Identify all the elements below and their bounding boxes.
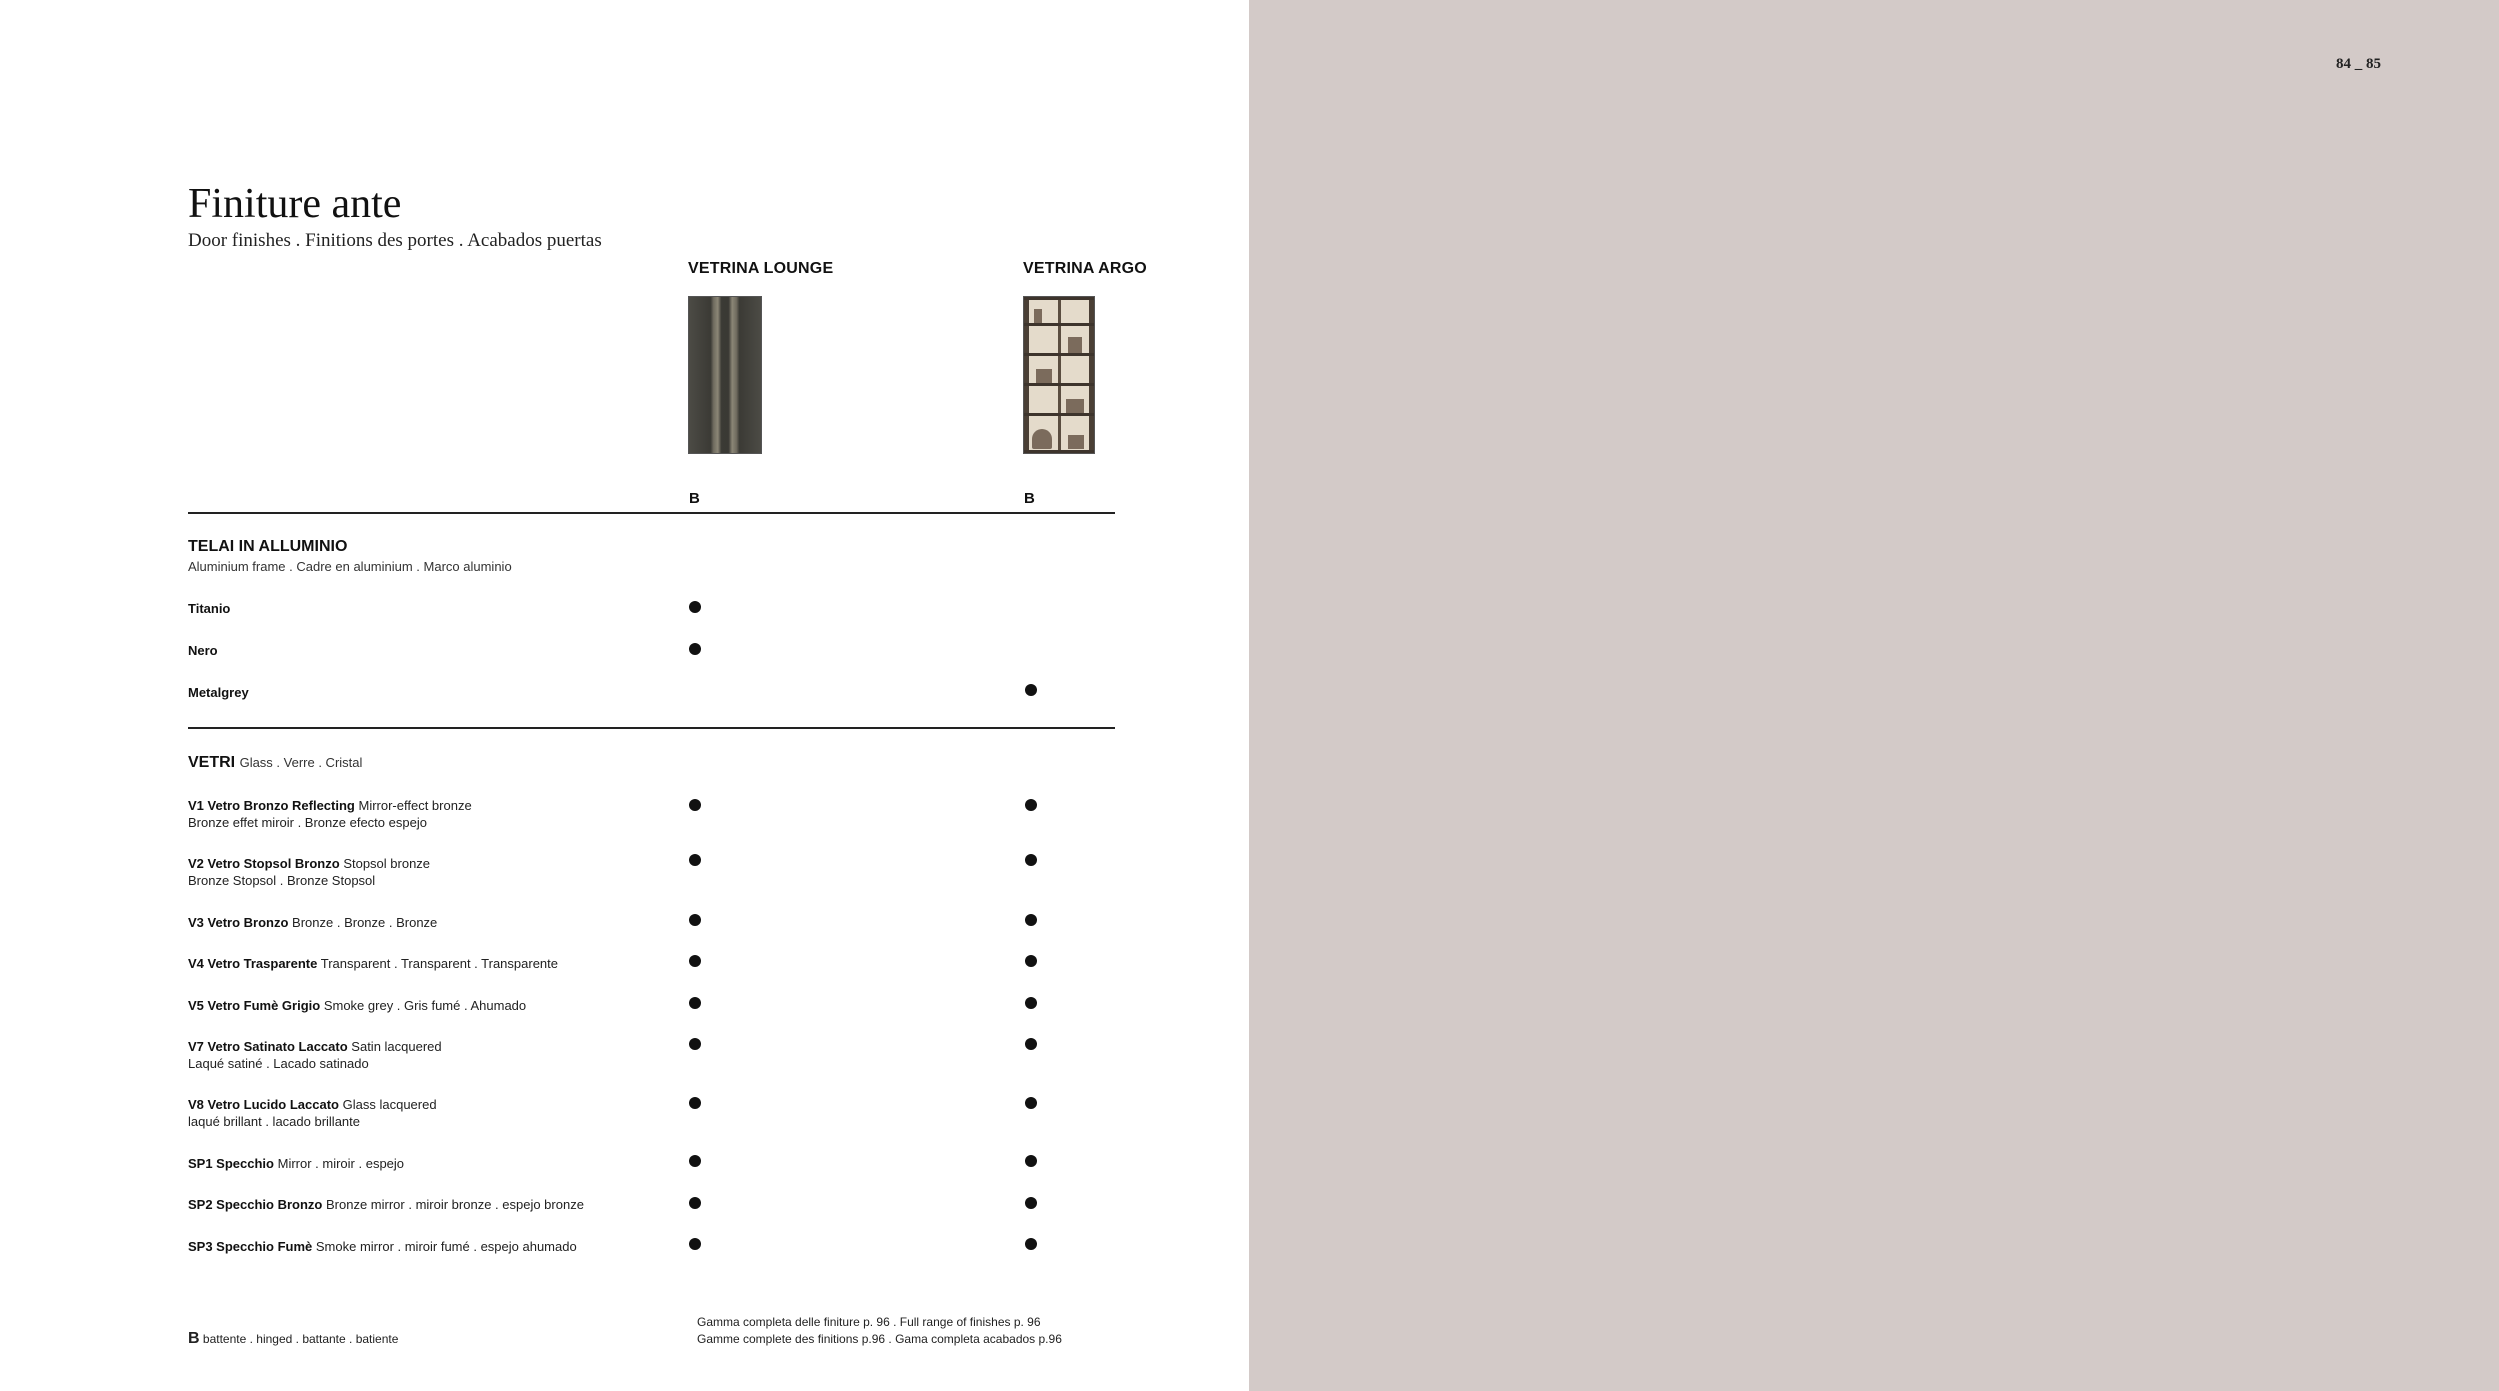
glass-row-name: SP3 Specchio Fumè	[188, 1239, 313, 1254]
glass-row-desc: Mirror-effect bronze	[358, 798, 472, 813]
argo-shelf-object	[1068, 337, 1082, 353]
glass-row-name: V8 Vetro Lucido Laccato	[188, 1097, 339, 1112]
glass-availability-dot-argo	[1025, 955, 1037, 967]
glass-availability-dot-argo	[1025, 1155, 1037, 1167]
glass-availability-dot-lounge	[689, 854, 701, 866]
page-title: Finiture ante	[188, 181, 402, 227]
glass-availability-dot-argo	[1025, 1238, 1037, 1250]
glass-row-label	[188, 914, 437, 931]
glass-row-name: V1 Vetro Bronzo Reflecting	[188, 798, 355, 813]
glass-availability-dot-argo	[1025, 914, 1037, 926]
glass-availability-dot-lounge	[689, 1155, 701, 1167]
glass-availability-dot-argo	[1025, 854, 1037, 866]
argo-shelf-object	[1032, 429, 1052, 449]
glass-row-name: V4 Vetro Trasparente	[188, 956, 318, 971]
frames-availability-dot-lounge	[689, 643, 701, 655]
glass-availability-dot-argo	[1025, 1038, 1037, 1050]
argo-shelf	[1024, 383, 1094, 386]
glass-row-name: SP1 Specchio	[188, 1156, 274, 1171]
glass-availability-dot-argo	[1025, 997, 1037, 1009]
glass-heading	[188, 754, 362, 772]
glass-row-label	[188, 1238, 577, 1255]
glass-row-name: V5 Vetro Fumè Grigio	[188, 998, 321, 1013]
glass-availability-dot-lounge	[689, 1197, 701, 1209]
argo-frame-left	[1024, 297, 1029, 453]
glass-row-desc: Bronze mirror . miroir bronze . espejo bronze	[326, 1197, 584, 1212]
glass-row-desc-line2: Bronze effet miroir . Bronze efecto espejo	[188, 815, 427, 830]
page-number: 84 _ 85	[2336, 56, 2381, 72]
type-label-lounge: B	[689, 490, 700, 507]
glass-row-label	[188, 1096, 437, 1130]
legend-key: B	[188, 1330, 200, 1347]
argo-shelf	[1024, 297, 1094, 300]
frames-row-name: Metalgrey	[188, 685, 249, 700]
argo-shelf-object	[1034, 309, 1042, 323]
glass-availability-dot-argo	[1025, 1197, 1037, 1209]
glass-row-desc: Smoke mirror . miroir fumé . espejo ahumado	[315, 1239, 577, 1254]
glass-row-name: V7 Vetro Satinato Laccato	[188, 1039, 348, 1054]
section-divider	[188, 727, 1115, 729]
glass-row-label	[188, 855, 430, 889]
frames-availability-dot-argo	[1025, 684, 1037, 696]
argo-shelf	[1024, 353, 1094, 356]
frames-row-label	[188, 600, 230, 617]
glass-row-label	[188, 955, 558, 972]
glass-row-desc: Glass lacquered	[342, 1097, 437, 1112]
argo-shelf	[1024, 450, 1094, 453]
frames-row-name: Nero	[188, 643, 218, 658]
argo-shelf-object	[1066, 399, 1084, 413]
frames-row-label	[188, 642, 218, 659]
glass-heading-text: VETRI	[188, 754, 236, 771]
glass-row-desc: Smoke grey . Gris fumé . Ahumado	[323, 998, 527, 1013]
column-header-argo: VETRINA ARGO	[1023, 260, 1147, 277]
vetrina-lounge-image	[688, 296, 762, 454]
glass-row-desc-line2: Bronze Stopsol . Bronze Stopsol	[188, 873, 376, 888]
frames-heading: TELAI IN ALLUMINIO	[188, 538, 348, 555]
column-header-lounge: VETRINA LOUNGE	[688, 260, 834, 277]
glass-row-label	[188, 1196, 584, 1213]
glass-row-label	[188, 1155, 404, 1172]
page-subtitle: Door finishes . Finitions des portes . Acabados puertas	[188, 230, 602, 251]
frames-row-name: Titanio	[188, 601, 231, 616]
glass-row-label	[188, 797, 472, 831]
frames-subheading: Aluminium frame . Cadre en aluminium . Marco aluminio	[188, 559, 512, 574]
argo-frame-right	[1089, 297, 1094, 453]
type-label-argo: B	[1024, 490, 1035, 507]
argo-frame-middle	[1058, 297, 1061, 453]
glass-row-desc: Transparent . Transparent . Transparente	[320, 956, 558, 971]
vetrina-argo-image	[1023, 296, 1095, 454]
glass-availability-dot-lounge	[689, 914, 701, 926]
argo-shelf-object	[1036, 369, 1052, 383]
header-divider	[188, 512, 1115, 514]
glass-row-desc: Satin lacquered	[351, 1039, 442, 1054]
glass-row-desc-line2: laqué brillant . lacado brillante	[188, 1114, 360, 1129]
glass-availability-dot-lounge	[689, 997, 701, 1009]
glass-availability-dot-lounge	[689, 1097, 701, 1109]
legend	[188, 1330, 398, 1348]
finishes-note-line2: Gamme complete des finitions p.96 . Gama completa acabados p.96	[697, 1332, 1062, 1346]
glass-availability-dot-lounge	[689, 1038, 701, 1050]
glass-row-label	[188, 1038, 442, 1072]
argo-shelf-object	[1068, 435, 1084, 449]
glass-subheading: Glass . Verre . Cristal	[239, 755, 363, 770]
glass-row-name: V3 Vetro Bronzo	[188, 915, 289, 930]
glass-availability-dot-lounge	[689, 955, 701, 967]
glass-availability-dot-lounge	[689, 799, 701, 811]
glass-row-name: SP2 Specchio Bronzo	[188, 1197, 323, 1212]
frames-availability-dot-lounge	[689, 601, 701, 613]
right-blank-page	[1249, 0, 2499, 1391]
finishes-note	[697, 1314, 1062, 1348]
glass-availability-dot-lounge	[689, 1238, 701, 1250]
glass-row-desc: Stopsol bronze	[343, 856, 431, 871]
frames-row-label	[188, 684, 249, 701]
glass-row-desc: Bronze . Bronze . Bronze	[292, 915, 438, 930]
glass-row-desc: Mirror . miroir . espejo	[277, 1156, 405, 1171]
glass-row-name: V2 Vetro Stopsol Bronzo	[188, 856, 340, 871]
finishes-note-line1: Gamma completa delle finiture p. 96 . Full range of finishes p. 96	[697, 1315, 1041, 1329]
legend-text: battente . hinged . battante . batiente	[202, 1332, 399, 1346]
glass-row-label	[188, 997, 526, 1014]
glass-row-desc-line2: Laqué satiné . Lacado satinado	[188, 1056, 369, 1071]
glass-availability-dot-argo	[1025, 1097, 1037, 1109]
glass-availability-dot-argo	[1025, 799, 1037, 811]
argo-shelf	[1024, 413, 1094, 416]
argo-shelf	[1024, 323, 1094, 326]
